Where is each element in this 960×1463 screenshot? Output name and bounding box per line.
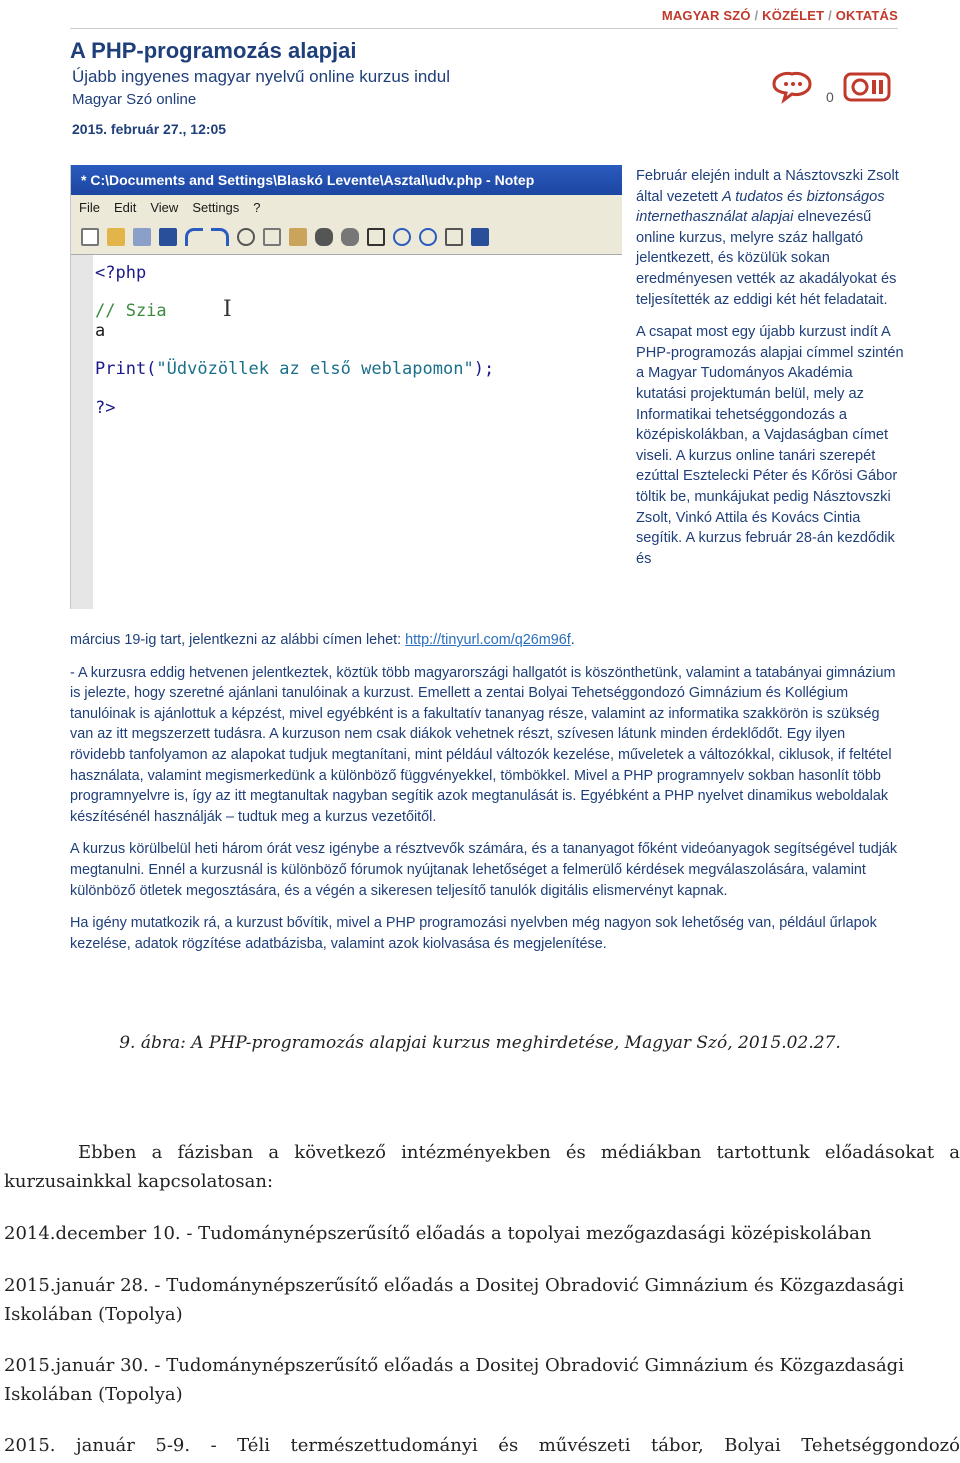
article-paragraph: - A kurzusra eddig hetvenen jelentkeztek, köztük több magyarországi hallgatót is köszönthetünk, valamint a tatabányai gimnázium is jelezte, hogy szeretné ajánlani tanulóinak a kurzust. Emellett a zentai Bolyai Tehetséggondozó Gimnázium és Kollégium tanulóinak is ajánlottuk a képzést, mivel egyébként is a fakultatív tananyag része, valamint az informatika szakkörön is szükség van az itt megszerzett tudásra. A kurzuson nem csak diákok vehetnek részt, szívesen látunk minden érdeklődőt. Egy ilyen rövidebb tanfolyamon az alapokat tudjuk megtanítani, mint például változók kezelése, műveletek a változókkal, ciklusok, if feltétel használata, valamint megismerkedünk a különböző függvényekkel, tömbökkel. Mivel a PHP programnyelv sokban hasonlít több programnyelvre is, így az itt megtanultak nagyban segítik azok megtanulását is. Egyébként a PHP nyelvet dinamikus weboldalak készítésénél használják – tudtuk meg a kurzus vezetőitől. xyxy=(70,664,896,825)
code-line: // Szia xyxy=(95,301,167,321)
event-item: 2015.január 30. - Tudománynépszerűsítő előadás a Dositej Obradović Gimnázium és Közgazdasági Iskolában (Topolya) xyxy=(4,1355,904,1405)
article-paragraph xyxy=(70,630,900,651)
comment-icon xyxy=(770,70,818,108)
paste-icon xyxy=(289,228,307,246)
editor-code-area xyxy=(71,255,622,609)
text-run: Február elején indult a Násztovszki Zsolt által vezetett xyxy=(636,168,899,205)
article-subheadline: Újabb ingyenes magyar nyelvű online kurzus indul xyxy=(72,67,450,86)
text-run: március 19-ig tart, jelentkezni az alábbi címen lehet: xyxy=(70,632,406,648)
nav-separator: / xyxy=(828,8,832,23)
comment-count: 0 xyxy=(826,89,834,105)
editor-menubar xyxy=(71,195,622,219)
code-line: <?php xyxy=(95,263,147,283)
text-run-italic: A tudatos és biztonságos internethasználat alapjai xyxy=(636,188,885,226)
undo-icon xyxy=(185,228,203,246)
intro-paragraph: Ebben a fázisban a következő intézményekben és médiákban tartottunk előadásokat a kurzusainkkal kapcsolatosan: xyxy=(4,1142,960,1192)
menu-item-file: File xyxy=(79,199,100,215)
menu-item-settings: Settings xyxy=(192,199,240,215)
code-token: "Üdvözöllek az első weblapomon" xyxy=(156,359,474,379)
menu-item-edit: Edit xyxy=(113,199,137,215)
save-icon xyxy=(159,228,177,246)
print-icon xyxy=(842,70,892,108)
menu-item-help: ? xyxy=(253,199,261,215)
article-paragraph: Ha igény mutatkozik rá, a kurzust bővítik, mivel a PHP programozási nyelvben még nagyon sok lehetőség van, például űrlapok kezelése, adatok rögzítése adatbázisba, valamint azok kiolvasása és megjelenítése. xyxy=(70,915,877,952)
cut-icon xyxy=(237,228,255,246)
text-run: elnevezésű online kurzus, melyre száz hallgató jelentkezett, és közülük sokan eredményesen vették az akadályokat és teljesítették az eddigi két hét feladatait. xyxy=(636,209,897,308)
editor-toolbar xyxy=(71,219,622,255)
zoom-in-icon xyxy=(393,228,411,246)
code-editor-screenshot xyxy=(70,165,622,609)
find-icon xyxy=(315,228,333,246)
event-item: 2015.január 28. - Tudománynépszerűsítő előadás a Dositej Obradović Gimnázium és Közgazdasági Iskolában (Topolya) xyxy=(4,1275,904,1325)
new-file-icon xyxy=(81,228,99,246)
zoom-out-icon xyxy=(419,228,437,246)
article-source: Magyar Szó online xyxy=(72,91,197,108)
code-line xyxy=(95,359,494,379)
text-run: . xyxy=(570,632,575,648)
article-paragraph xyxy=(636,166,906,310)
wrap-icon xyxy=(445,228,463,246)
code-line: a xyxy=(95,321,106,341)
indent-icon xyxy=(471,228,489,246)
nav-item: KÖZÉLET xyxy=(762,8,825,23)
save-all-icon xyxy=(133,228,151,246)
event-item: 2015. január 5-9. - Téli természettudományi és művészeti tábor, Bolyai Tehetséggondozó xyxy=(4,1435,960,1456)
replace-icon xyxy=(341,228,359,246)
divider xyxy=(70,28,898,29)
figure-caption: 9. ábra: A PHP-programozás alapjai kurzus meghirdetése, Magyar Szó, 2015.02.27. xyxy=(119,1033,841,1053)
nav-item: MAGYAR SZÓ xyxy=(661,8,751,23)
code-token: ); xyxy=(473,359,495,379)
code-token: Print( xyxy=(95,359,157,379)
article-date: 2015. február 27., 12:05 xyxy=(72,121,227,137)
nav-item: OKTATÁS xyxy=(835,8,898,23)
article-paragraph: A kurzus körülbelül heti három órát vesz igénybe a résztvevők számára, és a tananyagot főként videóanyagok segítségével tudják megtanulni. Ennél a kurzusnál is különböző fórumok nyújtanak lehetőséget a felmerülő kérdések megválaszolására, valamint különböző ötletek megosztására, és a végén a sikeresen teljesítő tanulók digitális elismervényt kapnak. xyxy=(70,841,898,899)
editor-gutter xyxy=(71,255,93,609)
open-folder-icon xyxy=(107,228,125,246)
copy-icon xyxy=(263,228,281,246)
redo-icon xyxy=(211,228,229,246)
social-icons xyxy=(770,70,892,108)
article-body xyxy=(70,630,900,966)
editor-titlebar: * C:\Documents and Settings\Blaskó Levente\Asztal\udv.php - Notep xyxy=(71,165,622,195)
registration-link[interactable]: http://tinyurl.com/q26m96f xyxy=(405,632,571,648)
text-cursor-icon: I xyxy=(223,297,232,322)
event-item: 2014.december 10. - Tudománynépszerűsítő előadás a topolyai mezőgazdasági középiskolában xyxy=(4,1223,872,1244)
code-line: ?> xyxy=(95,398,116,418)
menu-item-view: View xyxy=(150,199,179,215)
nav-separator: / xyxy=(754,8,759,23)
article-sidebar-text xyxy=(636,166,906,581)
article-headline: A PHP-programozás alapjai xyxy=(70,38,357,63)
text-run: A csapat most egy újabb kurzust indít A PHP-programozás alapjai címmel szintén a Magyar Tudományos Akadémia kutatási projektumán belül, mely az Informatikai tehetséggondozás a középiskolákban, a Vajdaságban címet viseli. A kurzus online tanári szerepét ezúttal Esztelecki Péter és Kőrösi Gábor töltik be, munkájukat pedig Násztovszki Zsolt, Vinkó Attila és Kovács Cintia segítik. A kurzus február 28-án kezdődik és xyxy=(636,324,904,567)
article-paragraph xyxy=(636,322,906,569)
section-breadcrumb xyxy=(662,8,898,23)
macro-icon xyxy=(367,228,385,246)
